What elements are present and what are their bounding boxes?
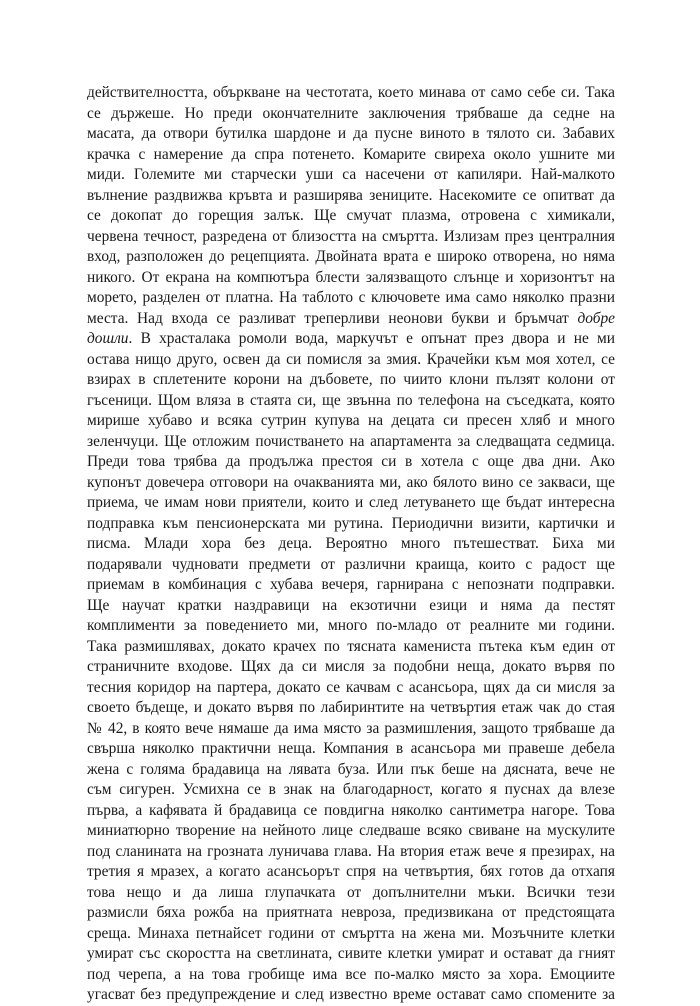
text-segment: места. Над входа се разливат треперливи неонови букви и бръмчат <box>87 309 569 327</box>
text-line: умират със скоростта на светлината, сивите клетки умират и остават да гният <box>87 945 615 962</box>
text-line: се докопат до горещия залък. Ще смучат плазма, отровена с химикали, <box>87 207 615 224</box>
text-line: се държеше. Но преди окончателните заключения трябваше да седне на <box>87 104 615 122</box>
italic-text: добре <box>577 309 615 327</box>
text-line: червена течност, разредена от близостта на смъртта. Излизам през централния <box>87 227 615 245</box>
text-line: размисли бяха рожба на приятната невроза, предизвикана от предстоящата <box>87 904 615 921</box>
text-line-with-italic <box>87 329 615 350</box>
text-line: Така размишлявах, докато крачех по тясната камениста пътека към един от <box>87 637 615 655</box>
text-line: зеленчуци. Ще отложим почистването на апартамента за следващата седмица. <box>87 432 615 450</box>
text-line: подарявали чудновати предмети от различни краища, които с радост ще <box>87 555 615 573</box>
text-line: приемам в комбинация с хубава вечеря, гарнирана с непознати подправки. <box>87 576 615 593</box>
text-line: купонът довечера отговори на очакванията ми, ако бялото вино се закваси, ще <box>87 473 615 491</box>
italic-text: дошли <box>87 330 129 347</box>
text-line-with-italic <box>87 309 615 330</box>
text-line: под черепа, а на това гробище има все по-малко място за хора. Емоциите <box>87 965 615 983</box>
text-line: никого. От екрана на компютъра блести залязващото слънце и хоризонтът на <box>87 268 615 286</box>
text-line: свърша няколко практични неща. Компания в асансьора ми правеше дебела <box>87 740 615 757</box>
text-line: вход, разположен до рецепцията. Двойната врата е широко отворена, но няма <box>87 248 615 265</box>
text-line: № 42, в която вече нямаше да има място за размишления, защото трябваше да <box>87 719 615 737</box>
text-line: третия я мразех, а когато асансьорът спря на четвъртия, бях готов да отхапя <box>87 863 615 880</box>
text-line: среща. Минаха петнайсет години от смъртта на жена ми. Мозъчните клетки <box>87 924 615 942</box>
document-text <box>87 83 615 1006</box>
text-line: писма. Млади хора без деца. Вероятно много пътешестват. Биха ми <box>87 535 615 552</box>
text-line: вълнение раздвижва кръвта и разширява зениците. Насекомите се опитват да <box>87 186 615 204</box>
text-line: съм сигурен. Усмихна се в знак на благодарност, когато я пуснах да влезе <box>87 781 615 798</box>
text-line: първа, а кафявата й брадавица се повдигна няколко сантиметра нагоре. Това <box>87 801 615 819</box>
text-line: комплименти за поведението ми, много по-младо от реалните ми години. <box>87 617 615 634</box>
text-line: мирише хубаво и всяка сутрин купува на децата си пресен хляб и много <box>87 412 615 429</box>
text-line: взирах в сплетените корони на дъбовете, по чиито клони пълзят колони от <box>87 371 615 388</box>
text-line: своето бъдеще, и докато вървя по лабиринтите на четвъртия етаж чак до стая <box>87 699 615 716</box>
text-line: миди. Големите ми старчески уши са насечени от капиляри. Най-малкото <box>87 166 615 183</box>
text-line: морето, разделен от платна. На таблото с ключовете има само няколко празни <box>87 289 615 306</box>
text-segment: В храсталака ромоли вода, маркучът е опънат през двора и не ми <box>140 330 615 347</box>
text-line: масата, да отвори бутилка шардоне и да пусне виното в тялото си. Забавих <box>87 125 615 142</box>
text-line: Преди това трябва да продължа престоя си в хотела с още два дни. Ако <box>87 453 615 470</box>
text-line: приема, че имам нови приятели, които и след летуването ще бъдат интересна <box>87 494 615 511</box>
text-line: страничните входове. Щях да си мисля за подобни неща, докато вървя по <box>87 658 615 675</box>
text-line: това нещо и да лиша глупачката от допълнителни мъки. Всички тези <box>87 883 615 901</box>
text-line: Ще научат кратки наздравици на екзотични езици и няма да пестят <box>87 596 615 614</box>
text-line: угасват без предупреждение и след известно време остават само спомените за <box>87 986 615 1003</box>
text-line: действителността, объркване на честотата, което минава от само себе си. Така <box>87 84 615 101</box>
text-line: тесния коридор на партера, докато се качвам с асансьора, щях да си мисля за <box>87 678 615 696</box>
text-line: под сланината на грозната луничава глава. На втория етаж вече я презирах, на <box>87 842 615 860</box>
text-line: гъсеници. Щом вляза в стаята си, ще звънна по телефона на съседката, която <box>87 391 615 409</box>
text-line: крачка с намерение да спра потенето. Комарите свиреха около ушните ми <box>87 145 615 163</box>
text-line: миниатюрно творение на нейното лице следваше всяко свиване на мускулите <box>87 822 615 839</box>
text-line: подправка към пенсионерската ми рутина. Периодични визити, картички и <box>87 514 615 532</box>
text-line: жена с голяма брадавица на лявата буза. Или пък беше на дясната, вече не <box>87 760 615 778</box>
text-segment: . <box>128 330 133 347</box>
text-line: остава нищо друго, освен да си помисля за змия. Крачейки към моя хотел, се <box>87 350 615 368</box>
